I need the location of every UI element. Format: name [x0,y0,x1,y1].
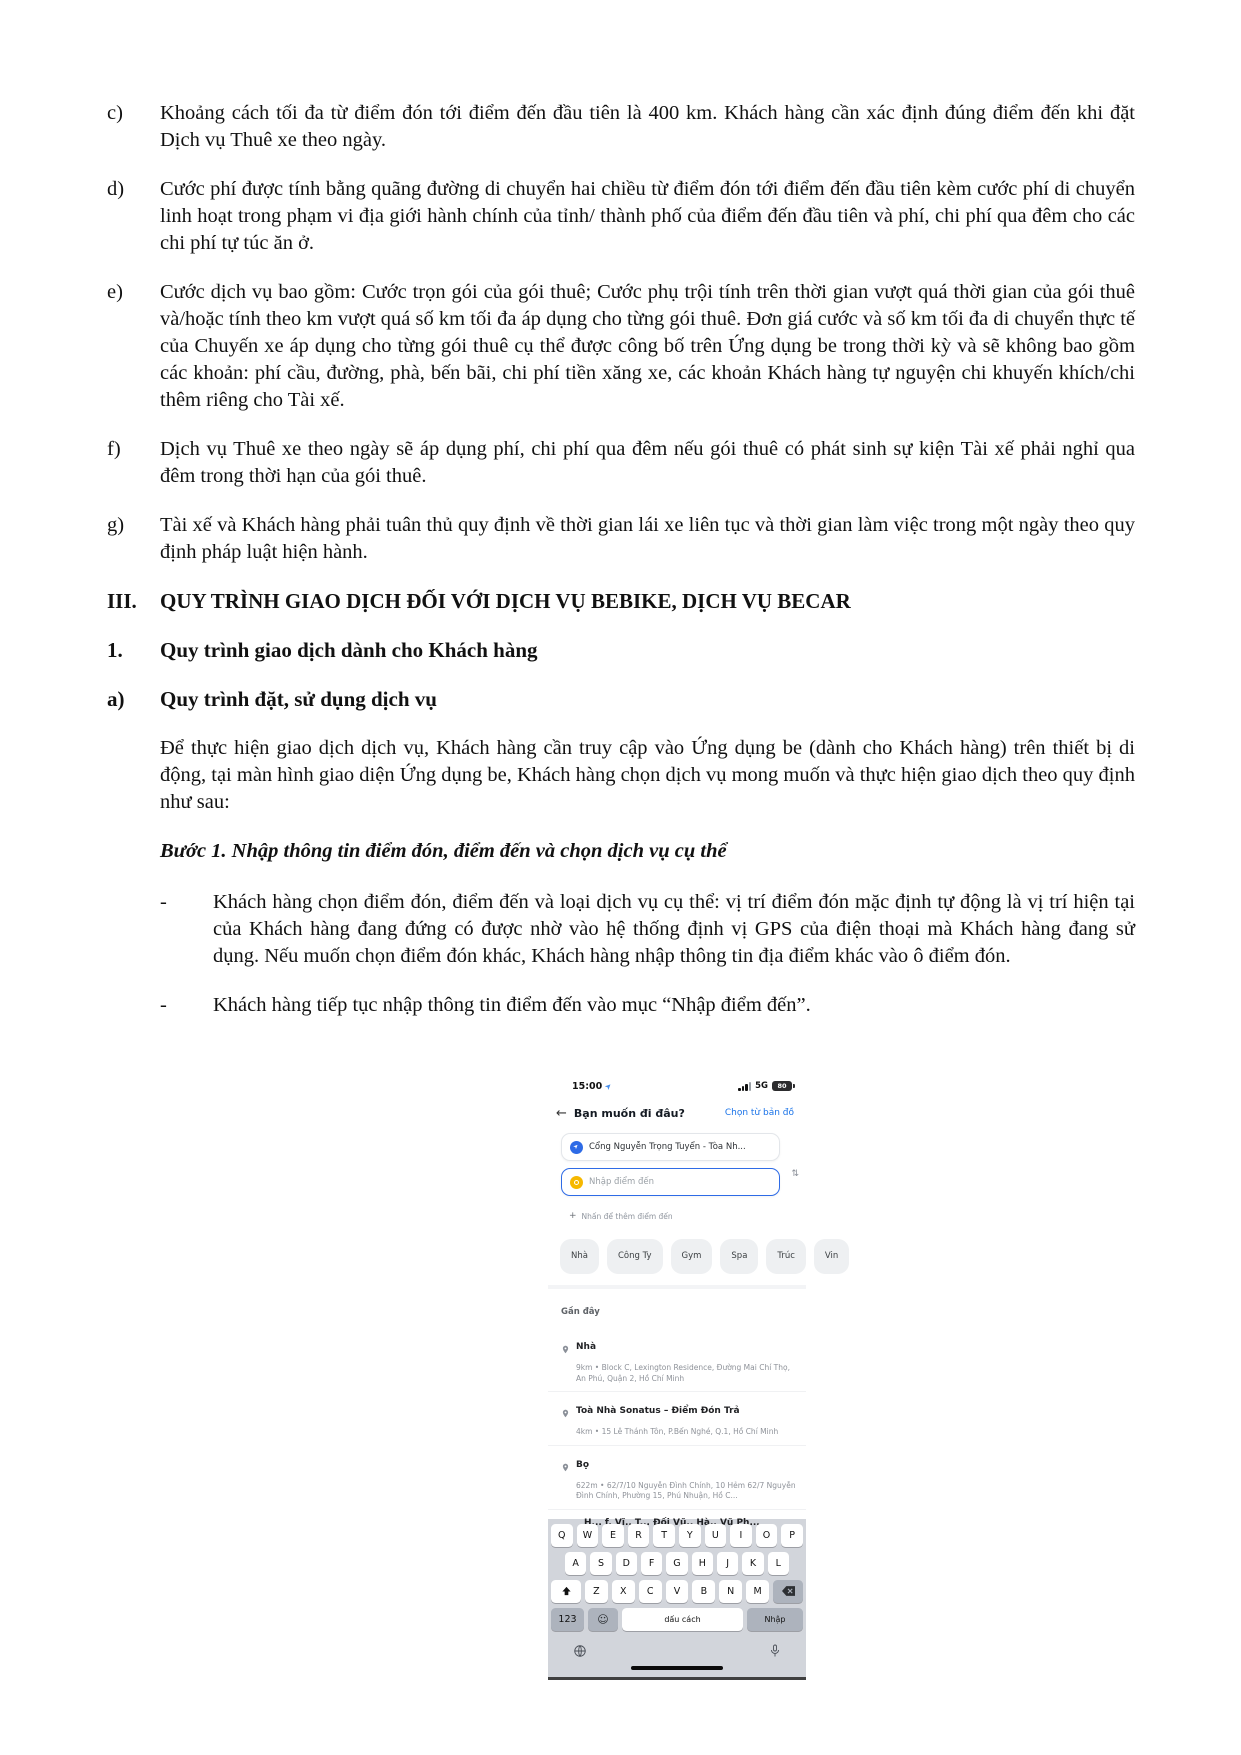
backspace-key[interactable] [773,1580,803,1603]
key-b[interactable]: B [692,1580,715,1603]
chip-spa[interactable]: Spa [720,1239,758,1274]
recent-item-detail: 4km • 15 Lê Thánh Tôn, P.Bến Nghé, Q.1, Hồ Chí Minh [576,1427,779,1436]
section-title: QUY TRÌNH GIAO DỊCH ĐỐI VỚI DỊCH VỤ BEBIKE, DỊCH VỤ BECAR [160,589,851,613]
recent-item-detail: 9km • Block C, Lexington Residence, Đường Mai Chí Thọ, An Phú, Quận 2, Hồ Chí Minh [576,1363,790,1383]
keyboard-row-4 [551,1608,803,1631]
list-label: f) [107,438,121,460]
key-w[interactable]: W [577,1524,599,1547]
choose-from-map-link[interactable]: Chọn từ bản đồ [724,1108,794,1118]
key-z[interactable]: Z [585,1580,608,1603]
section-number: III. [107,589,137,613]
key-s[interactable]: S [590,1552,611,1575]
key-p[interactable]: P [781,1524,803,1547]
battery-icon: 80 [772,1081,792,1091]
chip-company[interactable]: Công Ty [607,1239,663,1274]
key-v[interactable]: V [666,1580,689,1603]
subsection-1-heading [107,637,1135,664]
list-label: d) [107,178,125,200]
recent-item-title: Bọ [576,1459,590,1470]
list-item-d [107,176,1135,257]
key-f[interactable]: F [641,1552,662,1575]
map-pin-icon [561,1409,570,1418]
list-item-e [107,279,1135,414]
subsection-letter: a) [107,687,125,711]
screen-header [548,1094,806,1131]
bullet-text: Khách hàng chọn điểm đón, điểm đến và loại dịch vụ cụ thể: vị trí điểm đón mặc định tự động là vị trí hiện tại của Khách hàng đang đứng có được nhờ vào hệ thống định vị GPS của điện thoại mà Khách hàng đang sử dụng. Nếu muốn chọn điểm đón khác, Khách hàng nhập thông tin địa điểm khác vào ô điểm đón. [213,891,1135,967]
list-text: Tài xế và Khách hàng phải tuân thủ quy định về thời gian lái xe liên tục và thời gian làm việc trong một ngày theo quy định pháp luật hiện hành. [160,514,1135,563]
keyboard [548,1519,806,1677]
pickup-icon: ➤ [570,1141,583,1154]
recent-item-clipped [584,1510,806,1518]
key-q[interactable]: Q [551,1524,573,1547]
space-key[interactable]: dấu cách [622,1608,743,1631]
document-body [107,100,1135,1680]
subsection-title: Quy trình giao dịch dành cho Khách hàng [160,638,538,662]
destination-placeholder: Nhập điểm đến [589,1176,655,1187]
location-services-icon: ➤ [603,1080,615,1092]
list-item-c [107,100,1135,154]
section-heading [107,588,1135,615]
key-d[interactable]: D [616,1552,637,1575]
step1-title: Bước 1. Nhập thông tin điểm đón, điểm đến và chọn dịch vụ cụ thể [160,840,727,862]
plus-icon: + [569,1211,577,1221]
chip-home[interactable]: Nhà [560,1239,599,1274]
add-stop-label: Nhấn để thêm điểm đến [581,1212,673,1221]
subsection-number: 1. [107,638,123,662]
list-text: Cước dịch vụ bao gồm: Cước trọn gói của gói thuê; Cước phụ trội tính trên thời gian vượt quá thời gian của gói thuê và/hoặc tính theo km vượt quá số km tối đa áp dụng cho từng gói thuê. Đơn giá cước và số km tối đa di chuyển thực tế của Chuyến xe áp dụng cho từng gói thuê cụ thể được công bố trên Ứng dụng be trong thời kỳ và sẽ không bao gồm các khoản: phí cầu, đường, phà, bến bãi, chi phí tiền xăng xe, các khoản Khách hàng tự nguyện chi khuyến khích/chi thêm riêng cho Tài xế. [160,281,1135,411]
key-a[interactable]: A [565,1552,586,1575]
recent-item[interactable] [548,1446,806,1510]
pickup-value: Cổng Nguyễn Trọng Tuyển - Tòa Nh... [589,1141,746,1152]
shift-key[interactable] [551,1580,581,1603]
keyboard-row-2 [551,1552,803,1575]
intro-paragraph: Để thực hiện giao dịch dịch vụ, Khách hàng cần truy cập vào Ứng dụng be (dành cho Khách hàng) trên thiết bị di động, tại màn hình giao diện Ứng dụng be, Khách hàng chọn dịch vụ mong muốn và thực hiện giao dịch theo quy định như sau: [160,737,1135,813]
list-text: Khoảng cách tối đa từ điểm đón tới điểm đến đầu tiên là 400 km. Khách hàng cần xác định đúng điểm đến khi đặt Dịch vụ Thuê xe theo ngày. [160,102,1135,151]
back-arrow-icon[interactable]: ← [556,1106,567,1121]
add-stop-button[interactable] [569,1203,806,1230]
shortcut-chips [560,1239,839,1274]
pickup-input[interactable] [561,1133,780,1161]
recent-section-label: Gần đây [561,1307,600,1317]
key-m[interactable]: M [746,1580,769,1603]
key-y[interactable]: Y [679,1524,701,1547]
list-label: e) [107,281,123,303]
list-text: Cước phí được tính bằng quãng đường di chuyển hai chiều từ điểm đón tới điểm đến đầu tiên kèm cước phí di chuyển linh hoạt trong phạm vi địa giới hành chính của tỉnh/ thành phố của điểm đến đầu tiên và phí, chi phí qua đêm cho các chi phí tự túc ăn ở. [160,178,1135,254]
key-g[interactable]: G [666,1552,687,1575]
screen-title: Bạn muốn đi đâu? [573,1107,685,1120]
globe-icon[interactable] [573,1644,587,1658]
destination-icon [570,1176,583,1189]
swap-locations-icon[interactable]: ⇅ [791,1169,799,1179]
list-label: c) [107,102,123,124]
bullet-text: Khách hàng tiếp tục nhập thông tin điểm đến vào mục “Nhập điểm đến”. [213,994,811,1016]
destination-input[interactable] [561,1168,780,1196]
recent-item[interactable] [548,1392,806,1446]
key-e[interactable]: E [602,1524,624,1547]
recent-item-title: Nhà [576,1342,597,1352]
chip-gym[interactable]: Gym [671,1239,713,1274]
numbers-key[interactable]: 123 [551,1608,584,1631]
key-u[interactable]: U [705,1524,727,1547]
keyboard-row-3 [551,1580,803,1603]
bullet-item [160,889,1135,970]
signal-icon [738,1082,751,1091]
bullet-item [160,992,1135,1019]
chip-truc[interactable]: Trúc [766,1239,806,1274]
map-pin-icon [561,1463,570,1472]
app-screenshot [548,1075,839,1680]
status-time: 15:00 [572,1080,603,1092]
network-type: 5G [755,1080,768,1091]
recent-item-detail: 622m • 62/7/10 Nguyễn Đình Chính, 10 Hẻm 62/7 Nguyễn Đình Chính, Phường 15, Phú Nhuận, Hồ C... [576,1480,796,1500]
chip-vin[interactable]: Vin [814,1239,849,1274]
key-k[interactable]: K [742,1552,763,1575]
emoji-key[interactable] [588,1608,618,1631]
subsection-a-heading [107,686,1135,713]
key-x[interactable]: X [612,1580,635,1603]
microphone-icon[interactable] [769,1644,781,1658]
key-i[interactable]: I [730,1524,752,1547]
list-label: g) [107,514,125,536]
list-text: Dịch vụ Thuê xe theo ngày sẽ áp dụng phí, chi phí qua đêm nếu gói thuê có phát sinh sự kiện Tài xế phải nghỉ qua đêm trong thời hạn của gói thuê. [160,438,1135,487]
emoji-icon: ☺ [597,1612,609,1626]
status-bar [548,1075,806,1094]
recent-item-title: Toà Nhà Sonatus – Điểm Đón Trả [576,1406,740,1416]
key-o[interactable]: O [756,1524,778,1547]
key-t[interactable]: T [653,1524,675,1547]
return-key[interactable]: Nhập [747,1608,803,1631]
key-j[interactable]: J [717,1552,738,1575]
location-inputs [548,1131,806,1196]
list-item-f [107,436,1135,490]
bullet-dash: - [160,994,167,1016]
key-c[interactable]: C [639,1580,662,1603]
subsection-title: Quy trình đặt, sử dụng dịch vụ [160,687,437,711]
key-r[interactable]: R [628,1524,650,1547]
recent-item[interactable] [548,1328,806,1392]
map-pin-icon [561,1345,570,1354]
key-l[interactable]: L [768,1552,789,1575]
keyboard-utility-row [551,1636,803,1666]
list-item-g [107,512,1135,566]
key-n[interactable]: N [719,1580,742,1603]
section-divider [548,1285,806,1289]
bullet-dash: - [160,891,167,913]
key-h[interactable]: H [692,1552,713,1575]
